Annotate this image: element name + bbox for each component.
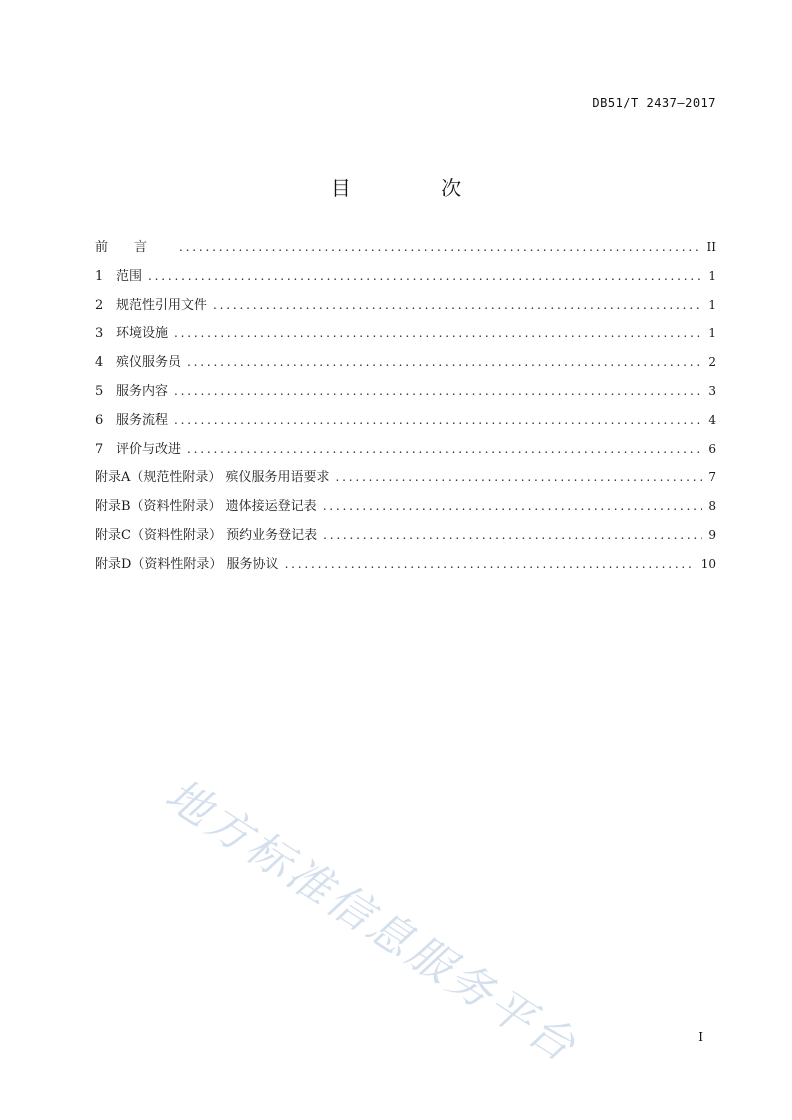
toc-entry-foreword[interactable] — [95, 236, 716, 265]
toc-entry-label — [95, 351, 187, 370]
toc-leader-dots — [336, 470, 703, 484]
toc-entry-number: 6 — [95, 412, 104, 428]
toc-entry-label — [95, 294, 213, 313]
toc-entry-title: 附录A（规范性附录） 殡仪服务用语要求 — [95, 470, 330, 486]
toc-leader-dots — [174, 326, 702, 340]
toc-entry-number: 7 — [95, 441, 104, 457]
toc-entry-title: 评价与改进 — [116, 441, 182, 457]
toc-entry-label — [95, 495, 323, 514]
toc-entry-number: 4 — [95, 355, 104, 371]
toc-entry-page: 1 — [708, 326, 716, 341]
toc-entry-title: 前言 — [95, 240, 174, 255]
toc-entry-label — [95, 265, 148, 284]
toc-entry-appendix-c[interactable] — [95, 524, 716, 553]
toc-entry-title: 服务流程 — [116, 412, 169, 428]
toc-entry-7[interactable] — [95, 438, 716, 467]
toc-entry-page: 1 — [708, 268, 716, 283]
toc-leader-dots — [213, 298, 702, 312]
toc-leader-dots — [323, 499, 703, 513]
toc-leader-dots — [174, 384, 702, 398]
toc-entry-page: 1 — [708, 297, 716, 312]
toc-entry-title: 服务内容 — [116, 383, 169, 399]
toc-entry-label — [95, 438, 187, 457]
toc-entry-title: 附录D（资料性附录） 服务协议 — [95, 556, 279, 572]
toc-entry-page: II — [706, 240, 716, 254]
toc-entry-label — [95, 409, 174, 428]
toc-entry-number: 2 — [95, 297, 104, 313]
toc-entry-label — [95, 466, 336, 485]
toc-leader-dots — [179, 240, 701, 254]
toc-entry-page: 3 — [708, 383, 716, 398]
toc-entry-number: 1 — [95, 268, 104, 284]
toc-entry-page: 7 — [708, 470, 716, 485]
toc-entry-number: 5 — [95, 383, 104, 399]
watermark: 地方标准信息服务平台 — [156, 769, 587, 1074]
toc-entry-page: 6 — [708, 441, 716, 456]
toc-entry-title: 附录C（资料性附录） 预约业务登记表 — [95, 527, 318, 543]
toc-entry-2[interactable] — [95, 294, 716, 323]
toc-entry-page: 10 — [700, 556, 716, 571]
toc-entry-5[interactable] — [95, 380, 716, 409]
toc-entry-page: 9 — [708, 527, 716, 542]
toc-entry-number: 3 — [95, 326, 104, 342]
toc-entry-label — [95, 553, 285, 572]
toc-entry-title: 规范性引用文件 — [116, 297, 208, 313]
toc-entry-label — [95, 524, 323, 543]
toc-entry-appendix-a[interactable] — [95, 466, 716, 495]
toc-list — [95, 236, 716, 582]
toc-entry-appendix-d[interactable] — [95, 553, 716, 582]
toc-leader-dots — [187, 442, 702, 456]
toc-entry-label — [95, 380, 174, 399]
toc-entry-4[interactable] — [95, 351, 716, 380]
toc-entry-page: 4 — [708, 412, 716, 427]
toc-entry-title: 殡仪服务员 — [116, 355, 182, 371]
toc-entry-page: 8 — [708, 499, 716, 514]
toc-entry-label — [95, 322, 174, 341]
toc-leader-dots — [285, 557, 695, 571]
toc-entry-label — [95, 236, 179, 255]
toc-entry-title: 范围 — [116, 268, 143, 284]
toc-leader-dots — [174, 413, 702, 427]
toc-title: 目 次 — [330, 176, 504, 200]
toc-entry-appendix-b[interactable] — [95, 495, 716, 524]
toc-entry-title: 环境设施 — [116, 326, 169, 342]
toc-entry-title: 附录B（资料性附录） 遗体接运登记表 — [95, 499, 317, 515]
toc-entry-1[interactable] — [95, 265, 716, 294]
toc-leader-dots — [187, 355, 702, 369]
toc-leader-dots — [323, 528, 702, 542]
toc-entry-6[interactable] — [95, 409, 716, 438]
toc-leader-dots — [148, 269, 702, 283]
toc-entry-3[interactable] — [95, 322, 716, 351]
page-number: I — [698, 1030, 703, 1044]
document-code: DB51/T 2437—2017 — [592, 96, 716, 110]
toc-entry-page: 2 — [708, 355, 716, 370]
